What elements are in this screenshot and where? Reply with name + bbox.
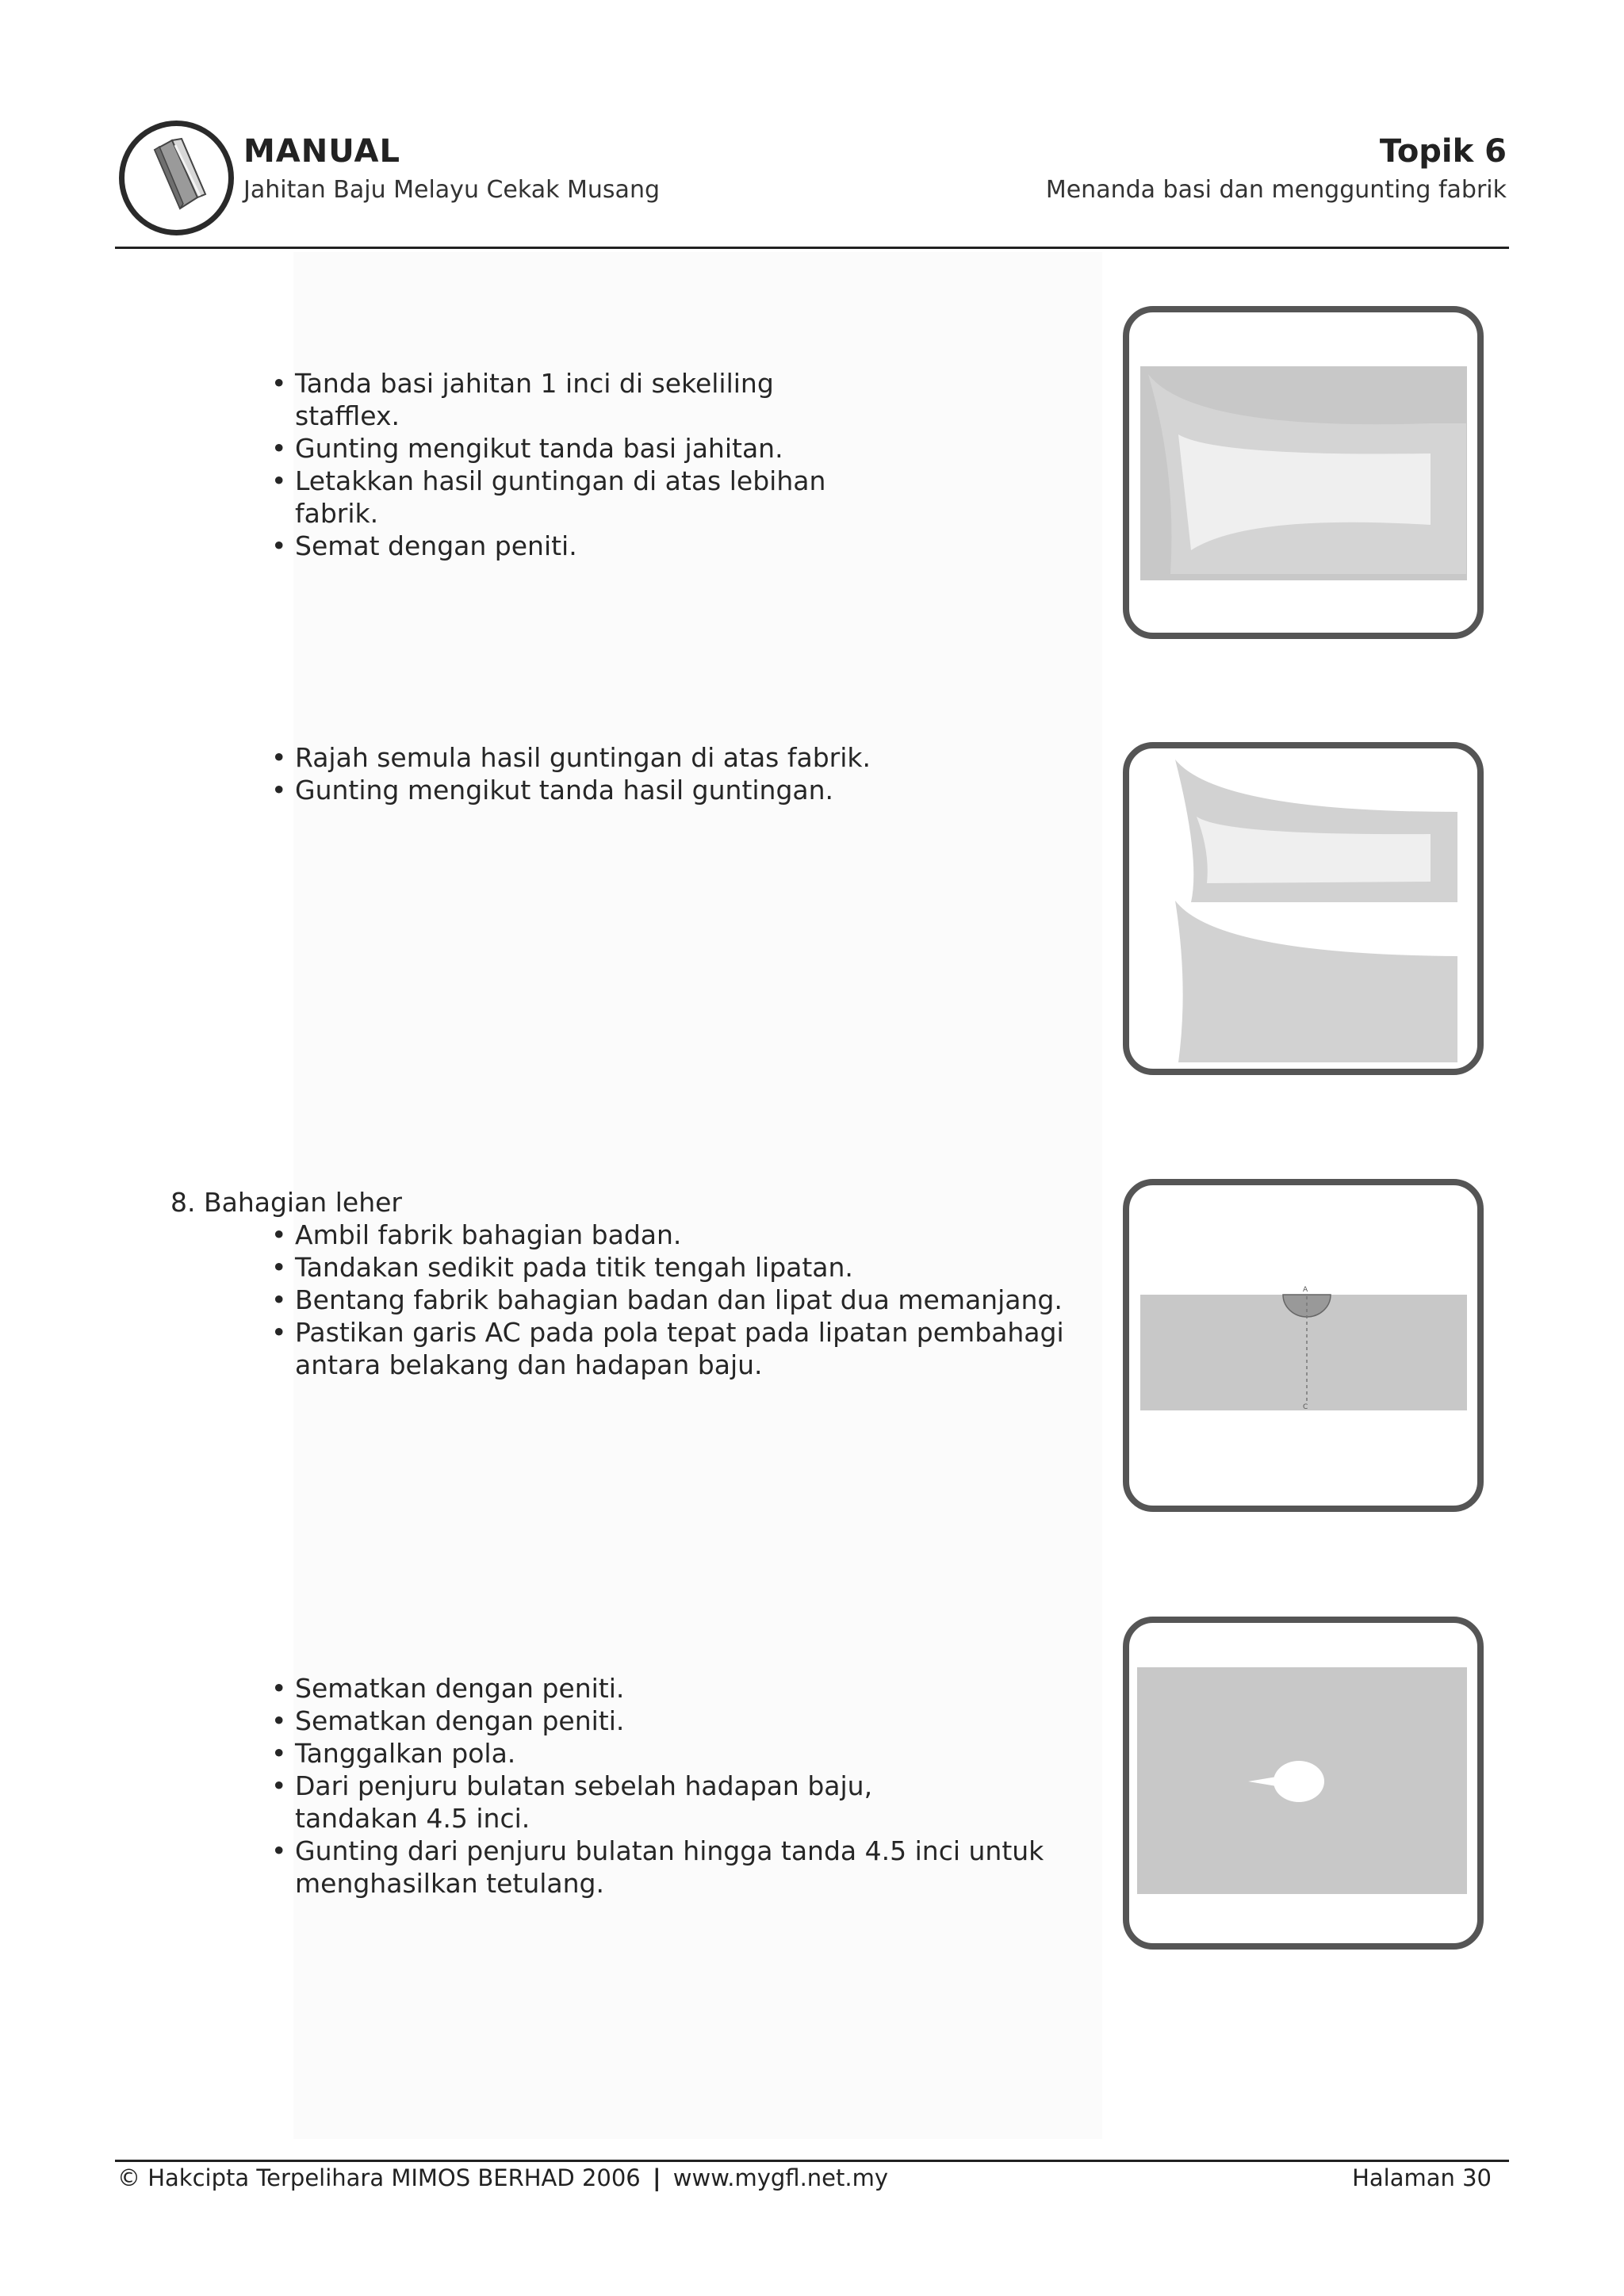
list-item: • Tanda basi jahitan 1 inci di sekeliling stafflex. — [271, 367, 874, 432]
list-item: • Bentang fabrik bahagian badan dan lipat dua memanjang. — [271, 1284, 1112, 1316]
list-item: • Sematkan dengan peniti. — [271, 1705, 1096, 1737]
step-1-bullets — [271, 367, 874, 562]
topic-title: Topik 6 — [1379, 133, 1507, 170]
figure-retrace-pattern — [1123, 742, 1484, 1075]
step-4-bullets — [271, 1672, 1096, 1900]
footer-divider — [115, 2160, 1509, 2162]
page-number: Halaman 30 — [1352, 2164, 1492, 2191]
book-icon — [119, 121, 234, 235]
topic-subtitle: Menanda basi dan menggunting fabrik — [1045, 176, 1507, 204]
list-item: • Letakkan hasil guntingan di atas lebihan fabrik. — [271, 465, 874, 530]
footer-separator: | — [652, 2164, 661, 2191]
manual-title: MANUAL — [243, 133, 400, 170]
list-item: • Dari penjuru bulatan sebelah hadapan baju, tandakan 4.5 inci. — [271, 1770, 882, 1835]
list-item: • Pastikan garis AC pada pola tepat pada lipatan pembahagi antara belakang dan hadapan baju. — [271, 1316, 1120, 1381]
list-item: • Ambil fabrik bahagian badan. — [271, 1219, 1112, 1251]
figure-stafflex-seam-allowance — [1123, 306, 1484, 639]
step-3-bullets — [271, 1219, 1112, 1381]
footer-copyright-line — [117, 2163, 888, 2193]
manual-subtitle: Jahitan Baju Melayu Cekak Musang — [243, 176, 660, 204]
figure-label-a: A — [1303, 1286, 1308, 1294]
figure-neckline-fold — [1123, 1179, 1484, 1512]
header-divider — [115, 247, 1509, 249]
figure-neck-hole-cut — [1123, 1617, 1484, 1950]
list-item: • Gunting mengikut tanda basi jahitan. — [271, 432, 874, 465]
section-heading: 8. Bahagian leher — [170, 1187, 402, 1218]
list-item: • Sematkan dengan peniti. — [271, 1672, 1096, 1705]
list-item: • Gunting dari penjuru bulatan hingga tanda 4.5 inci untuk menghasilkan tetulang. — [271, 1835, 1088, 1900]
step-2-bullets — [271, 741, 874, 806]
website-link[interactable]: www.mygfl.net.my — [672, 2164, 889, 2191]
list-item: • Tandakan sedikit pada titik tengah lipatan. — [271, 1251, 1112, 1284]
copyright-text: © Hakcipta Terpelihara MIMOS BERHAD 2006 — [117, 2164, 641, 2191]
figure-label-c: C — [1303, 1403, 1308, 1411]
list-item: • Gunting mengikut tanda hasil guntingan. — [271, 774, 874, 806]
list-item: • Tanggalkan pola. — [271, 1737, 1096, 1770]
list-item: • Semat dengan peniti. — [271, 530, 874, 562]
list-item: • Rajah semula hasil guntingan di atas fabrik. — [271, 741, 874, 774]
